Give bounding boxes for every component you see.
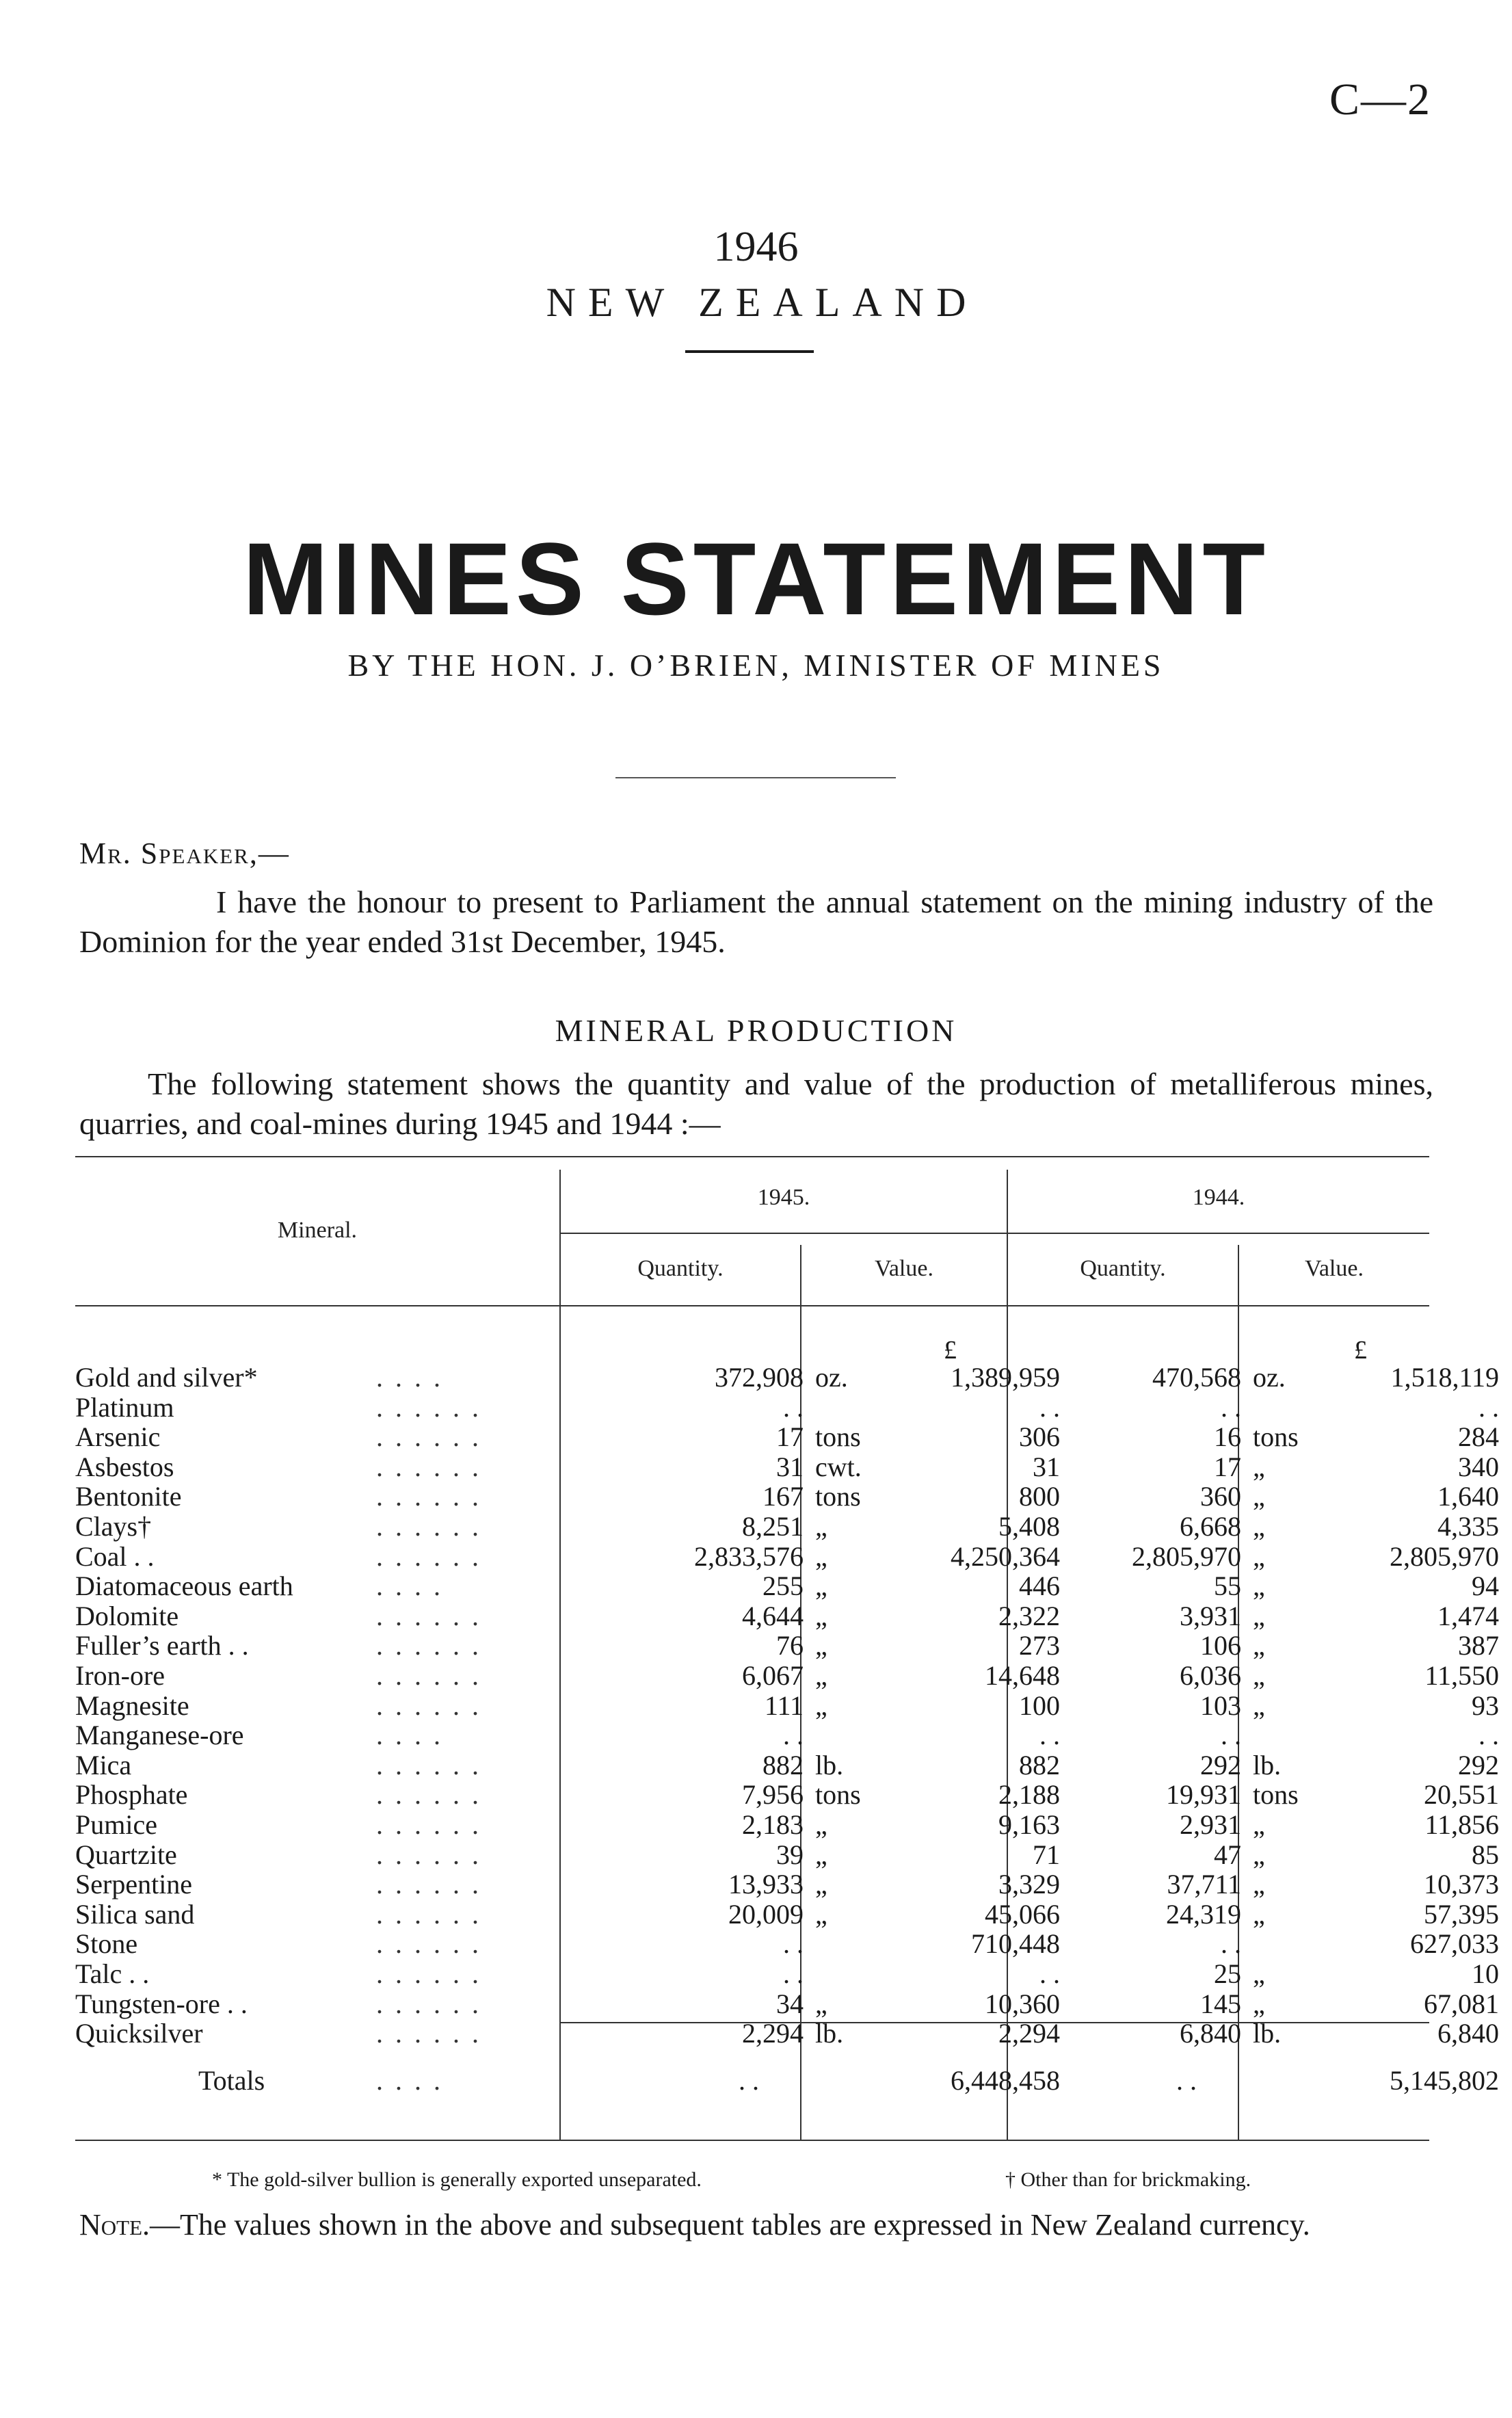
cell-d: . . . . . . bbox=[376, 1630, 481, 1661]
cell-v44: 1,518,119 bbox=[1390, 1362, 1499, 1393]
cell-v44: 67,081 bbox=[1424, 1988, 1499, 2019]
cell-v45: 4,250,364 bbox=[951, 1540, 1060, 1572]
cell-q45: 2,183 bbox=[742, 1809, 804, 1840]
currency-symbol-1945: £ bbox=[944, 1336, 957, 1365]
document-year: 1946 bbox=[713, 224, 799, 270]
cell-name: Serpentine bbox=[75, 1869, 193, 1900]
table-row bbox=[75, 1928, 1499, 1960]
year-1945-header: 1945. bbox=[757, 1185, 810, 1210]
value-1945-header: Value. bbox=[875, 1256, 933, 1281]
cell-q45: 7,956 bbox=[742, 1779, 804, 1811]
cell-u45: tons bbox=[815, 1421, 861, 1453]
cell-u45: „ bbox=[815, 1988, 827, 2019]
cell-u45: „ bbox=[815, 1540, 827, 1572]
table-row bbox=[75, 1988, 1499, 2019]
cell-name: Gold and silver* bbox=[75, 1362, 258, 1393]
table-row bbox=[75, 1720, 1499, 1751]
page-title: MINES STATEMENT bbox=[242, 521, 1270, 636]
cell-name: Manganese-ore bbox=[75, 1720, 244, 1751]
cell-q44: 17 bbox=[1214, 1451, 1241, 1482]
cell-u44: „ bbox=[1253, 1988, 1265, 2019]
cell-v44: 20,551 bbox=[1424, 1779, 1499, 1811]
totals-v45: 6,448,458 bbox=[951, 2065, 1060, 2096]
cell-q44: 47 bbox=[1214, 1839, 1241, 1870]
cell-u45: „ bbox=[815, 1660, 827, 1691]
cell-d: . . . . . . bbox=[376, 1481, 481, 1512]
cell-q44: 145 bbox=[1200, 1988, 1241, 2019]
cell-q44: 292 bbox=[1200, 1749, 1241, 1780]
footnote-clays: † Other than for brickmaking. bbox=[1005, 2168, 1251, 2191]
cell-name: Coal . . bbox=[75, 1540, 155, 1572]
table-row bbox=[75, 1630, 1499, 1661]
cell-q45: 167 bbox=[762, 1481, 804, 1512]
cell-q45: 6,067 bbox=[742, 1660, 804, 1691]
cell-d: . . . . . . bbox=[376, 1839, 481, 1870]
cell-q44: 24,319 bbox=[1166, 1898, 1241, 1930]
cell-u44: „ bbox=[1253, 1571, 1265, 1602]
table-row bbox=[75, 1809, 1499, 1840]
table-row bbox=[75, 1898, 1499, 1930]
cell-v44: 94 bbox=[1472, 1571, 1499, 1602]
year-1944-header: 1944. bbox=[1192, 1185, 1245, 1210]
cell-v44: 10 bbox=[1472, 1958, 1499, 1989]
cell-d: . . . . . . bbox=[376, 1511, 481, 1542]
cell-d: . . . . . . bbox=[376, 1779, 481, 1811]
table-row bbox=[75, 1391, 1499, 1423]
cell-q44: 360 bbox=[1200, 1481, 1241, 1512]
cell-u44: tons bbox=[1253, 1421, 1299, 1453]
cell-v45: 10,360 bbox=[985, 1988, 1060, 2019]
cell-d: . . . . . . bbox=[376, 1749, 481, 1780]
table-row bbox=[75, 1421, 1499, 1453]
mineral-column-header: Mineral. bbox=[277, 1218, 358, 1243]
country-heading: NEW ZEALAND bbox=[546, 280, 979, 325]
cell-q44: 3,931 bbox=[1180, 1600, 1241, 1631]
cell-d: . . . . . . bbox=[376, 1869, 481, 1900]
cell-u45: „ bbox=[815, 1869, 827, 1900]
title-rule bbox=[685, 350, 814, 353]
cell-d: . . . . . . bbox=[376, 1600, 481, 1631]
cell-u44: „ bbox=[1253, 1600, 1265, 1631]
cell-name: Pumice bbox=[75, 1809, 157, 1840]
cell-q44: . . bbox=[1221, 1391, 1241, 1423]
cell-u44: „ bbox=[1253, 1660, 1265, 1691]
cell-q44: 6,036 bbox=[1180, 1660, 1241, 1691]
totals-name: Totals bbox=[198, 2065, 265, 2096]
cell-q44: 2,805,970 bbox=[1132, 1540, 1241, 1572]
table-row bbox=[75, 1869, 1499, 1900]
cell-q45: 2,294 bbox=[742, 2018, 804, 2049]
cell-v45: 273 bbox=[1019, 1630, 1060, 1661]
cell-d: . . . . . . bbox=[376, 1898, 481, 1930]
table-row bbox=[75, 1600, 1499, 1631]
totals-row bbox=[75, 2065, 1499, 2096]
cell-d: . . . . . . bbox=[376, 2018, 481, 2049]
cell-v45: 2,294 bbox=[998, 2018, 1060, 2049]
cell-u45: „ bbox=[815, 1898, 827, 1930]
cell-v45: 1,389,959 bbox=[951, 1362, 1060, 1393]
cell-name: Quicksilver bbox=[75, 2018, 203, 2049]
cell-d: . . . . . . bbox=[376, 1660, 481, 1691]
cell-name: Talc . . bbox=[75, 1958, 150, 1989]
cell-u44: „ bbox=[1253, 1839, 1265, 1870]
cell-name: Platinum bbox=[75, 1391, 174, 1423]
cell-q44: 106 bbox=[1200, 1630, 1241, 1661]
cell-u45: „ bbox=[815, 1600, 827, 1631]
cell-q44: 37,711 bbox=[1167, 1869, 1241, 1900]
cell-d: . . . . . . bbox=[376, 1958, 481, 1989]
cell-d: . . . . . . bbox=[376, 1451, 481, 1482]
cell-name: Stone bbox=[75, 1928, 138, 1960]
cell-v44: 292 bbox=[1458, 1749, 1499, 1780]
cell-q45: 372,908 bbox=[715, 1362, 804, 1393]
cell-name: Diatomaceous earth bbox=[75, 1571, 293, 1602]
totals-v44: 5,145,802 bbox=[1390, 2065, 1499, 2096]
cell-q45: 111 bbox=[764, 1690, 804, 1721]
cell-u44: „ bbox=[1253, 1451, 1265, 1482]
cell-q45: . . bbox=[783, 1958, 804, 1989]
cell-name: Quartzite bbox=[75, 1839, 177, 1870]
cell-v45: 2,188 bbox=[998, 1779, 1060, 1811]
cell-v44: 11,856 bbox=[1424, 1809, 1499, 1840]
cell-u45: lb. bbox=[815, 2018, 844, 2049]
cell-name: Phosphate bbox=[75, 1779, 188, 1811]
cell-v44: . . bbox=[1478, 1391, 1499, 1423]
value-1944-header: Value. bbox=[1305, 1256, 1364, 1281]
cell-v44: 93 bbox=[1472, 1690, 1499, 1721]
cell-q45: 8,251 bbox=[742, 1511, 804, 1542]
cell-u44: „ bbox=[1253, 1511, 1265, 1542]
cell-v44: 627,033 bbox=[1410, 1928, 1499, 1960]
cell-q45: 17 bbox=[776, 1421, 804, 1453]
table-row bbox=[75, 1779, 1499, 1811]
cell-u44: „ bbox=[1253, 1630, 1265, 1661]
cell-u44: „ bbox=[1253, 1898, 1265, 1930]
footnote-gold-silver: * The gold-silver bullion is generally exported unseparated. bbox=[212, 2168, 702, 2191]
cell-v45: . . bbox=[1039, 1391, 1060, 1423]
cell-d: . . . . . . bbox=[376, 1421, 481, 1453]
cell-q44: 19,931 bbox=[1166, 1779, 1241, 1811]
cell-v45: . . bbox=[1039, 1958, 1060, 1989]
cell-u45: „ bbox=[815, 1571, 827, 1602]
cell-u44: lb. bbox=[1253, 2018, 1282, 2049]
cell-v45: . . bbox=[1039, 1720, 1060, 1751]
quantity-1944-header: Quantity. bbox=[1080, 1256, 1166, 1281]
table-row bbox=[75, 1481, 1499, 1512]
cell-q45: 255 bbox=[762, 1571, 804, 1602]
cell-u44: tons bbox=[1253, 1779, 1299, 1811]
cell-q44: 16 bbox=[1214, 1421, 1241, 1453]
cell-v45: 9,163 bbox=[998, 1809, 1060, 1840]
cell-u45: „ bbox=[815, 1839, 827, 1870]
page-reference: C—2 bbox=[1329, 75, 1431, 124]
cell-v44: 340 bbox=[1458, 1451, 1499, 1482]
cell-u44: „ bbox=[1253, 1540, 1265, 1572]
note-text: —The values shown in the above and subsequent tables are expressed in New Zealand currency. bbox=[150, 2208, 1310, 2242]
note-lead: Note. bbox=[79, 2208, 150, 2242]
cell-u45: tons bbox=[815, 1779, 861, 1811]
cell-u45: tons bbox=[815, 1481, 861, 1512]
cell-name: Dolomite bbox=[75, 1600, 179, 1631]
cell-q45: 2,833,576 bbox=[694, 1540, 804, 1572]
cell-v45: 446 bbox=[1019, 1571, 1060, 1602]
cell-v45: 71 bbox=[1033, 1839, 1060, 1870]
cell-q44: 6,668 bbox=[1180, 1511, 1241, 1542]
cell-v45: 710,448 bbox=[971, 1928, 1060, 1960]
cell-d: . . . . . . bbox=[376, 1391, 481, 1423]
cell-q44: 2,931 bbox=[1180, 1809, 1241, 1840]
cell-v45: 5,408 bbox=[998, 1511, 1060, 1542]
cell-v45: 306 bbox=[1019, 1421, 1060, 1453]
cell-q44: 25 bbox=[1214, 1958, 1241, 1989]
cell-v44: 57,395 bbox=[1424, 1898, 1499, 1930]
cell-v44: 1,640 bbox=[1437, 1481, 1499, 1512]
currency-symbol-1944: £ bbox=[1354, 1336, 1367, 1365]
cell-d: . . . . . . bbox=[376, 1928, 481, 1960]
cell-v44: 284 bbox=[1458, 1421, 1499, 1453]
cell-u44: „ bbox=[1253, 1958, 1265, 1989]
totals-q45: . . bbox=[739, 2065, 759, 2096]
cell-q45: 13,933 bbox=[728, 1869, 804, 1900]
cell-u44: „ bbox=[1253, 1809, 1265, 1840]
cell-d: . . . . bbox=[376, 1571, 443, 1602]
cell-name: Fuller’s earth . . bbox=[75, 1630, 249, 1661]
cell-name: Arsenic bbox=[75, 1421, 161, 1453]
table-row bbox=[75, 1451, 1499, 1482]
cell-q45: 4,644 bbox=[742, 1600, 804, 1631]
cell-name: Mica bbox=[75, 1749, 132, 1780]
cell-v44: 4,335 bbox=[1437, 1511, 1499, 1542]
cell-name: Silica sand bbox=[75, 1898, 195, 1930]
cell-name: Iron-ore bbox=[75, 1660, 165, 1691]
cell-q44: . . bbox=[1221, 1720, 1241, 1751]
table-row bbox=[75, 2018, 1499, 2049]
table-row bbox=[75, 1511, 1499, 1542]
cell-q45: 31 bbox=[776, 1451, 804, 1482]
table-row bbox=[75, 1690, 1499, 1721]
cell-v44: 387 bbox=[1458, 1630, 1499, 1661]
cell-q44: . . bbox=[1221, 1928, 1241, 1960]
table-row bbox=[75, 1660, 1499, 1691]
cell-v44: 10,373 bbox=[1424, 1869, 1499, 1900]
cell-q45: . . bbox=[783, 1720, 804, 1751]
cell-q44: 6,840 bbox=[1180, 2018, 1241, 2049]
cell-q45: . . bbox=[783, 1928, 804, 1960]
cell-v45: 882 bbox=[1019, 1749, 1060, 1780]
cell-q45: . . bbox=[783, 1391, 804, 1423]
cell-u44: „ bbox=[1253, 1481, 1265, 1512]
cell-q44: 470,568 bbox=[1152, 1362, 1241, 1393]
salutation: Mr. Speaker,— bbox=[79, 837, 290, 870]
cell-u44: „ bbox=[1253, 1869, 1265, 1900]
cell-v44: 85 bbox=[1472, 1839, 1499, 1870]
cell-u45: „ bbox=[815, 1511, 827, 1542]
totals-d: . . . . bbox=[376, 2065, 443, 2096]
cell-u44: lb. bbox=[1253, 1749, 1282, 1780]
page-subtitle: BY THE HON. J. O’BRIEN, MINISTER OF MINES bbox=[347, 648, 1165, 683]
cell-u45: lb. bbox=[815, 1749, 844, 1780]
cell-q44: 55 bbox=[1214, 1571, 1241, 1602]
cell-v44: 2,805,970 bbox=[1390, 1540, 1499, 1572]
cell-d: . . . . . . bbox=[376, 1540, 481, 1572]
cell-v44: . . bbox=[1478, 1720, 1499, 1751]
cell-u45: „ bbox=[815, 1809, 827, 1840]
section-divider bbox=[615, 777, 896, 778]
cell-v44: 6,840 bbox=[1437, 2018, 1499, 2049]
cell-u45: „ bbox=[815, 1690, 827, 1721]
cell-u45: oz. bbox=[815, 1362, 848, 1393]
cell-d: . . . . bbox=[376, 1720, 443, 1751]
quantity-1945-header: Quantity. bbox=[637, 1256, 724, 1281]
cell-v45: 45,066 bbox=[985, 1898, 1060, 1930]
cell-d: . . . . . . bbox=[376, 1809, 481, 1840]
cell-u44: „ bbox=[1253, 1690, 1265, 1721]
table-row bbox=[75, 1749, 1499, 1780]
cell-q45: 76 bbox=[776, 1630, 804, 1661]
section-heading: MINERAL PRODUCTION bbox=[555, 1013, 957, 1048]
cell-d: . . . . . . bbox=[376, 1988, 481, 2019]
cell-q45: 34 bbox=[776, 1988, 804, 2019]
totals-q44: . . bbox=[1176, 2065, 1197, 2096]
cell-v45: 31 bbox=[1033, 1451, 1060, 1482]
cell-u45: cwt. bbox=[815, 1451, 862, 1482]
cell-v45: 14,648 bbox=[985, 1660, 1060, 1691]
cell-v45: 2,322 bbox=[998, 1600, 1060, 1631]
cell-v45: 3,329 bbox=[998, 1869, 1060, 1900]
cell-v45: 800 bbox=[1019, 1481, 1060, 1512]
cell-name: Tungsten-ore . . bbox=[75, 1988, 248, 2019]
cell-q44: 103 bbox=[1200, 1690, 1241, 1721]
section-intro-paragraph: The following statement shows the quantity and value of the production of metalliferous mines, quarries, and coal-mines during 1945 and 1944 :— bbox=[79, 1066, 1433, 1141]
cell-name: Asbestos bbox=[75, 1451, 174, 1482]
cell-v44: 11,550 bbox=[1424, 1660, 1499, 1691]
cell-name: Bentonite bbox=[75, 1481, 182, 1512]
cell-q45: 20,009 bbox=[728, 1898, 804, 1930]
mineral-production-table bbox=[75, 1156, 1499, 2155]
table-row bbox=[75, 1362, 1499, 1393]
cell-u45: „ bbox=[815, 1630, 827, 1661]
cell-q45: 39 bbox=[776, 1839, 804, 1870]
cell-name: Magnesite bbox=[75, 1690, 189, 1721]
table-row bbox=[75, 1958, 1499, 1989]
cell-q45: 882 bbox=[762, 1749, 804, 1780]
cell-v44: 1,474 bbox=[1437, 1600, 1499, 1631]
cell-d: . . . . . . bbox=[376, 1690, 481, 1721]
cell-d: . . . . bbox=[376, 1362, 443, 1393]
table-row bbox=[75, 1571, 1499, 1602]
cell-name: Clays† bbox=[75, 1511, 152, 1542]
currency-note bbox=[79, 2207, 1433, 2244]
cell-v45: 100 bbox=[1019, 1690, 1060, 1721]
cell-u44: oz. bbox=[1253, 1362, 1286, 1393]
table-row bbox=[75, 1839, 1499, 1870]
intro-paragraph: I have the honour to present to Parliament the annual statement on the mining industry of the Dominion for the year ended 31st December, 1945. bbox=[79, 884, 1433, 959]
table-row bbox=[75, 1540, 1499, 1572]
